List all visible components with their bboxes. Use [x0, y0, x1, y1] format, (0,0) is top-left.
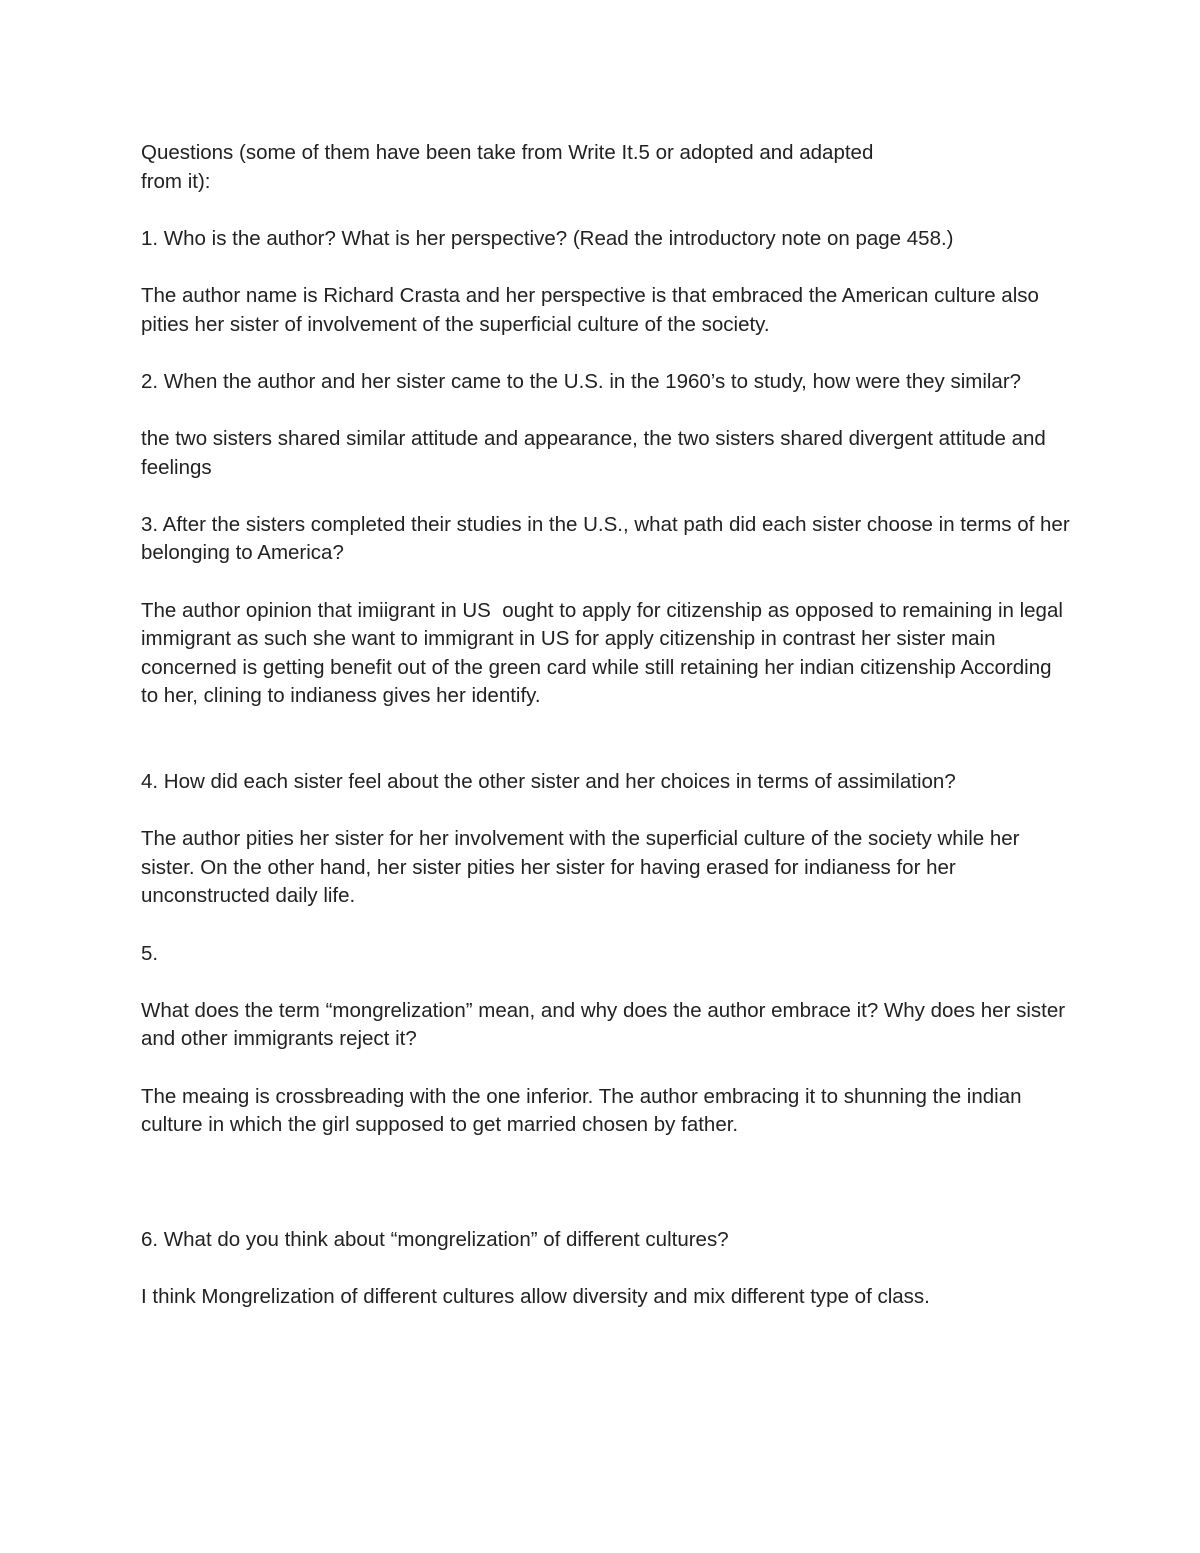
answer-3: The author opinion that imiigrant in US ought to apply for citizenship as opposed to remaining in legal immigrant as such she want to immigrant in US for apply citizenship in contrast her sister main concerned is getting benefit out of the green card while still retaining her indian citizenship According to her, clining to indianess gives her identify. — [141, 598, 1069, 708]
intro-line-2: from it): — [141, 169, 211, 193]
question-3: 3. After the sisters completed their studies in the U.S., what path did each sister choose in terms of her belonging to America? — [141, 512, 1076, 565]
intro-line-1: Questions (some of them have been take from Write It.5 or adopted and adapted — [141, 141, 874, 164]
answer-4: The author pities her sister for her involvement with the superficial culture of the society while her sister. On the other hand, her sister pities her sister for having erased for indianess for her unconstructed daily life. — [141, 827, 1026, 908]
answer-2: the two sisters shared similar attitude and appearance, the two sisters shared divergent attitude and feelings — [141, 426, 1052, 479]
question-5-number: 5. — [141, 941, 159, 965]
question-1: 1. Who is the author? What is her perspective? (Read the introductory note on page 458.) — [141, 226, 954, 250]
question-6: 6. What do you think about “mongrelization” of different cultures? — [141, 1227, 729, 1251]
answer-5: The meaing is crossbreading with the one inferior. The author embracing it to shunning the indian culture in which the girl supposed to get married chosen by father. — [141, 1084, 1028, 1137]
document-body — [141, 139, 1076, 1311]
question-4: 4. How did each sister feel about the other sister and her choices in terms of assimilation? — [141, 770, 956, 794]
answer-6: I think Mongrelization of different cultures allow diversity and mix different type of class. — [141, 1284, 930, 1308]
answer-1: The author name is Richard Crasta and her perspective is that embraced the American culture also pities her sister of involvement of the superficial culture of the society. — [141, 283, 1045, 336]
question-2: 2. When the author and her sister came to the U.S. in the 1960’s to study, how were they similar? — [141, 369, 1022, 393]
question-5: What does the term “mongrelization” mean, and why does the author embrace it? Why does her sister and other immigrants reject it? — [141, 998, 1071, 1051]
